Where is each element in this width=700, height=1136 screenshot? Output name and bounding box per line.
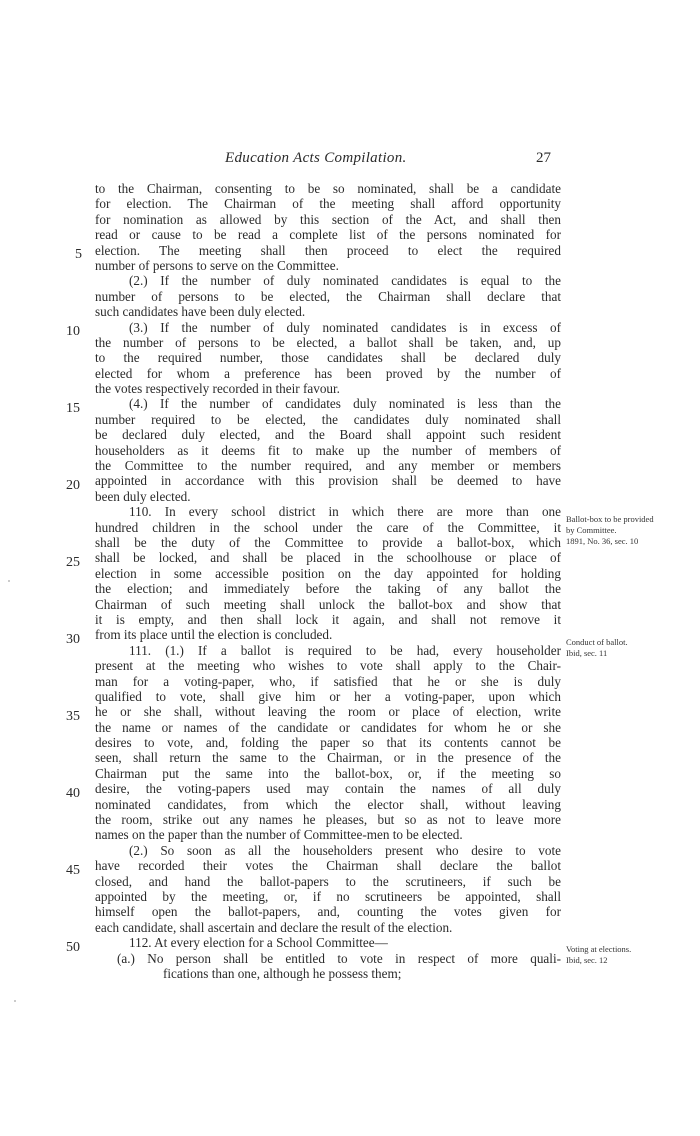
text-line: for nomination as allowed by this section of the Act, and shall then xyxy=(95,211,561,227)
text-line: been duly elected. xyxy=(95,488,191,504)
body-text xyxy=(95,181,561,981)
margin-note-reference: Ibid, sec. 12 xyxy=(566,955,608,965)
text-line: nominated candidates, from which the elector shall, without leaving xyxy=(95,796,561,812)
margin-note-title: Voting at elections. xyxy=(566,944,632,954)
text-line: present at the meeting who wishes to vote shall apply to the Chair- xyxy=(95,658,561,674)
text-line: shall be locked, and shall be placed in the schoolhouse or place of xyxy=(95,550,561,566)
scan-speck xyxy=(8,580,10,582)
subsection-start-line: (2.) If the number of duly nominated candidates is equal to the xyxy=(129,273,561,289)
text-line: appointed by the meeting, or, if no scrutineers be appointed, shall xyxy=(95,888,561,904)
subsection-start-line: (3.) If the number of duly nominated candidates is in excess of xyxy=(129,319,561,335)
margin-note-voting-at-elections xyxy=(566,944,696,966)
text-line: the number of persons to be elected, a ballot shall be taken, and, up xyxy=(95,334,561,350)
margin-note-reference: Ibid, sec. 11 xyxy=(566,648,608,658)
text-line: to the required number, those candidates shall be declared duly xyxy=(95,350,561,366)
section-112-start-line: 112. At every election for a School Committee— xyxy=(129,935,388,951)
text-line: Chairman put the same into the ballot-box, or, if the meeting so xyxy=(95,765,561,781)
margin-note-title: Ballot-box to be provided by Committee. xyxy=(566,514,654,535)
text-line: for election. The Chairman of the meeting shall afford opportunity xyxy=(95,196,561,212)
text-line: number of persons to be elected, the Chairman shall declare that xyxy=(95,288,561,304)
margin-note-title: Conduct of ballot. xyxy=(566,637,628,647)
text-line: householders as it deems fit to make up the number of members of xyxy=(95,442,561,458)
text-line: himself open the ballot-papers, and, counting the votes given for xyxy=(95,904,561,920)
line-number-45: 45 xyxy=(66,863,80,878)
text-line: from its place until the election is concluded. xyxy=(95,627,333,643)
text-line: qualified to vote, shall give him or her a voting-paper, upon which xyxy=(95,688,561,704)
text-line: Chairman of such meeting shall unlock the ballot-box and show that xyxy=(95,596,561,612)
text-line: election. The meeting shall then proceed to elect the required xyxy=(95,242,561,258)
text-line: the votes respectively recorded in their favour. xyxy=(95,381,340,397)
line-number-35: 35 xyxy=(66,709,80,724)
text-line: elected for whom a preference has been proved by the number of xyxy=(95,365,561,381)
text-line: the room, strike out any names he pleases, but so as not to leave more xyxy=(95,812,561,828)
text-line: number required to be elected, the candidates duly nominated shall xyxy=(95,411,561,427)
text-line: each candidate, shall ascertain and declare the result of the election. xyxy=(95,919,453,935)
subsection-start-line: (4.) If the number of candidates duly nominated is less than the xyxy=(129,396,561,412)
paragraph-a-line: (a.) No person shall be entitled to vote in respect of more quali- xyxy=(117,950,561,966)
text-line: fications than one, although he possess them; xyxy=(163,965,402,981)
line-number-20: 20 xyxy=(66,478,80,493)
line-number-25: 25 xyxy=(66,555,80,570)
text-line: be declared duly elected, and the Board shall appoint such resident xyxy=(95,427,561,443)
text-line: appointed in accordance with this provision shall be deemed to have xyxy=(95,473,561,489)
text-line: desire, the voting-papers used may contain the names of all duly xyxy=(95,781,561,797)
text-line: closed, and hand the ballot-papers to the scrutineers, if such be xyxy=(95,873,561,889)
section-110-start-line: 110. In every school district in which there are more than one xyxy=(129,504,561,520)
text-line: seen, shall return the same to the Chairman, or in the presence of the xyxy=(95,750,561,766)
running-header-title: Education Acts Compilation. xyxy=(225,150,407,166)
page-number: 27 xyxy=(536,150,551,166)
text-line: have recorded their votes the Chairman shall declare the ballot xyxy=(95,858,561,874)
text-line: election in some accessible position on the day appointed for holding xyxy=(95,565,561,581)
text-line: it is empty, and then shall lock it again, and shall not remove it xyxy=(95,611,561,627)
line-number-15: 15 xyxy=(66,401,80,416)
line-number-10: 10 xyxy=(66,324,80,339)
text-line: such candidates have been duly elected. xyxy=(95,304,306,320)
subsection-start-line: (2.) So soon as all the householders present who desire to vote xyxy=(129,842,561,858)
line-number-40: 40 xyxy=(66,786,80,801)
text-line: shall be the duty of the Committee to provide a ballot-box, which xyxy=(95,534,561,550)
text-line: names on the paper than the number of Committee-men to be elected. xyxy=(95,827,463,843)
text-line: read or cause to be read a complete list of the persons nominated for xyxy=(95,227,561,243)
margin-note-reference: 1891, No. 36, sec. 10 xyxy=(566,536,639,546)
text-line: he or she shall, without leaving the room or place of election, write xyxy=(95,704,561,720)
text-line: hundred children in the school under the care of the Committee, it xyxy=(95,519,561,535)
text-line: number of persons to serve on the Committee. xyxy=(95,257,339,273)
margin-note-conduct-of-ballot xyxy=(566,637,696,659)
text-line: the name or names of the candidate or candidates for whom he or she xyxy=(95,719,561,735)
line-number-5: 5 xyxy=(75,247,82,262)
text-line: desires to vote, and, folding the paper so that its contents cannot be xyxy=(95,735,561,751)
text-line: man for a voting-paper, who, if satisfied that he or she is duly xyxy=(95,673,561,689)
line-number-30: 30 xyxy=(66,632,80,647)
text-line: the Committee to the number required, and any member or members xyxy=(95,458,561,474)
section-111-start-line: 111. (1.) If a ballot is required to be had, every householder xyxy=(129,642,561,658)
line-number-50: 50 xyxy=(66,940,80,955)
text-line: to the Chairman, consenting to be so nominated, shall be a candidate xyxy=(95,181,561,196)
text-line: the election; and immediately before the taking of any ballot the xyxy=(95,581,561,597)
scan-speck xyxy=(14,1000,16,1002)
margin-note-ballot-box xyxy=(566,514,696,547)
